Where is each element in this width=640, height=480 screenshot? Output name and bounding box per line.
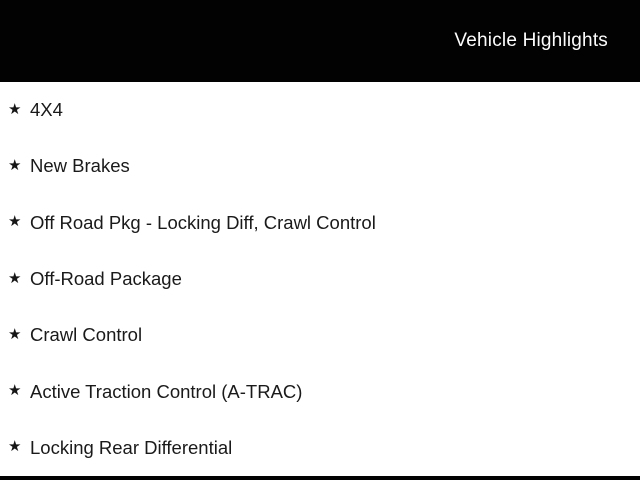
star-icon: ★ bbox=[8, 213, 22, 231]
footer-bar bbox=[0, 476, 640, 480]
star-icon: ★ bbox=[8, 438, 22, 456]
list-item-label: 4X4 bbox=[30, 99, 63, 121]
header-bar bbox=[0, 0, 640, 82]
list-item bbox=[0, 251, 640, 307]
list-item-label: Locking Rear Differential bbox=[30, 436, 233, 458]
list-item-label: Off Road Pkg - Locking Diff, Crawl Control bbox=[30, 211, 376, 233]
list-item-label: Off-Road Package bbox=[30, 268, 182, 290]
star-icon: ★ bbox=[8, 269, 22, 287]
star-icon: ★ bbox=[8, 156, 22, 174]
list-item bbox=[0, 195, 640, 251]
list-item bbox=[0, 307, 640, 363]
list-item bbox=[0, 138, 640, 194]
highlights-list bbox=[0, 82, 640, 476]
list-item-label: Crawl Control bbox=[30, 324, 143, 346]
star-icon: ★ bbox=[8, 382, 22, 400]
list-item-label: New Brakes bbox=[30, 155, 130, 177]
list-item bbox=[0, 420, 640, 476]
list-item bbox=[0, 82, 640, 138]
page-title: Vehicle Highlights bbox=[454, 30, 608, 51]
list-item bbox=[0, 363, 640, 419]
star-icon: ★ bbox=[8, 100, 22, 118]
list-item-label: Active Traction Control (A-TRAC) bbox=[30, 380, 303, 402]
star-icon: ★ bbox=[8, 325, 22, 343]
